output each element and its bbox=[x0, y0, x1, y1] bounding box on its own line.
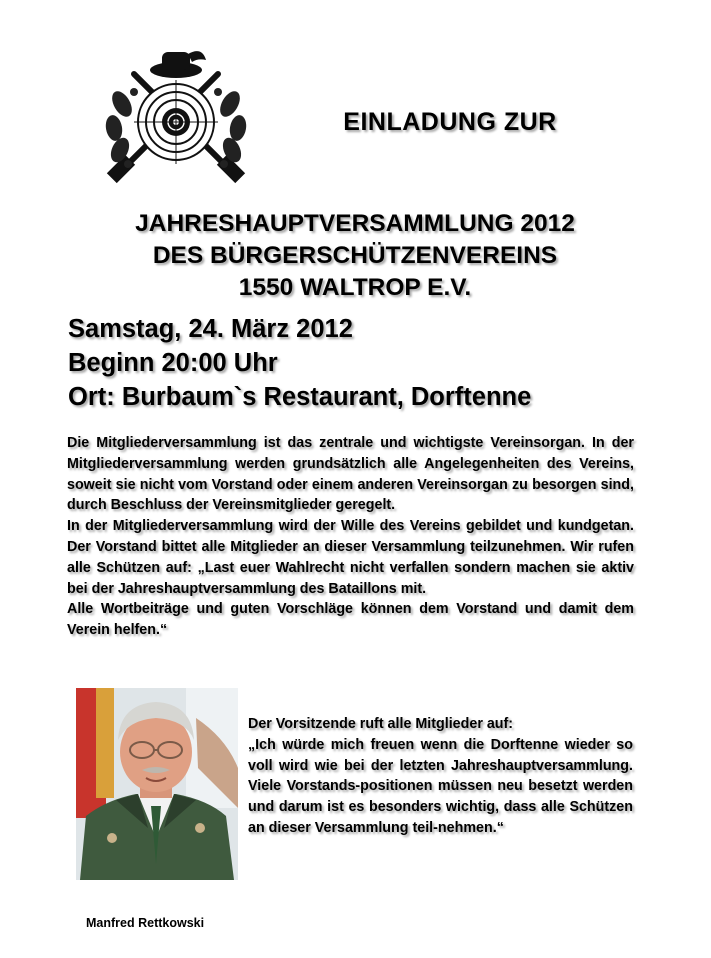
body-text bbox=[67, 433, 634, 641]
event-title bbox=[40, 208, 670, 304]
event-title-line-3: 1550 WALTROP E.V. bbox=[238, 274, 472, 301]
chairman-photo bbox=[76, 688, 238, 880]
event-title-line-1: JAHRESHAUPTVERSAMMLUNG 2012 bbox=[135, 210, 575, 237]
event-title-line-2: DES BÜRGERSCHÜTZENVEREINS bbox=[152, 242, 558, 269]
body-paragraph-3: Alle Wortbeiträge und guten Vorschläge können dem Vorstand und damit dem Verein helfen.“ bbox=[67, 601, 634, 639]
event-location: Ort: Burbaum`s Restaurant, Dorftenne bbox=[68, 383, 532, 411]
event-date: Samstag, 24. März 2012 bbox=[68, 315, 353, 343]
club-emblem-icon bbox=[100, 44, 252, 192]
event-time: Beginn 20:00 Uhr bbox=[68, 349, 278, 377]
quote-text: „Ich würde mich freuen wenn die Dorftenne wieder so voll wird wie bei der letzten Jahreshauptversammlung. Viele Vorstands-positionen müssen neu besetzt werden und darum ist es besonders wichtig, dass alle Schützen an dieser Versammlung teil-nehmen.“ bbox=[248, 736, 633, 836]
invitation-heading: EINLADUNG ZUR bbox=[343, 108, 557, 136]
chairman-quote bbox=[248, 714, 633, 839]
body-paragraph-1: Die Mitgliederversammlung ist das zentrale und wichtigste Vereinsorgan. In der Mitgliederversammlung werden grundsätzlich alle Angelegenheiten des Vereins, soweit sie nicht vom Vorstand oder einem anderen Vereinsorgan zu besorgen sind, durch Beschluss der Vereinsmitglieder geregelt. bbox=[67, 435, 634, 514]
quote-intro: Der Vorsitzende ruft alle Mitglieder auf: bbox=[248, 716, 514, 732]
event-details bbox=[68, 312, 688, 414]
body-paragraph-2: In der Mitgliederversammlung wird der Wille des Vereins gebildet und kundgetan. Der Vorstand bittet alle Mitglieder an dieser Versammlung teilzunehmen. Wir rufen alle Schützen auf: „Last euer Wahlrecht nicht verfallen sondern machen sie aktiv bei der Jahreshauptversammlung des Bataillons mit. bbox=[67, 518, 634, 597]
photo-caption: Manfred Rettkowski bbox=[86, 916, 205, 930]
